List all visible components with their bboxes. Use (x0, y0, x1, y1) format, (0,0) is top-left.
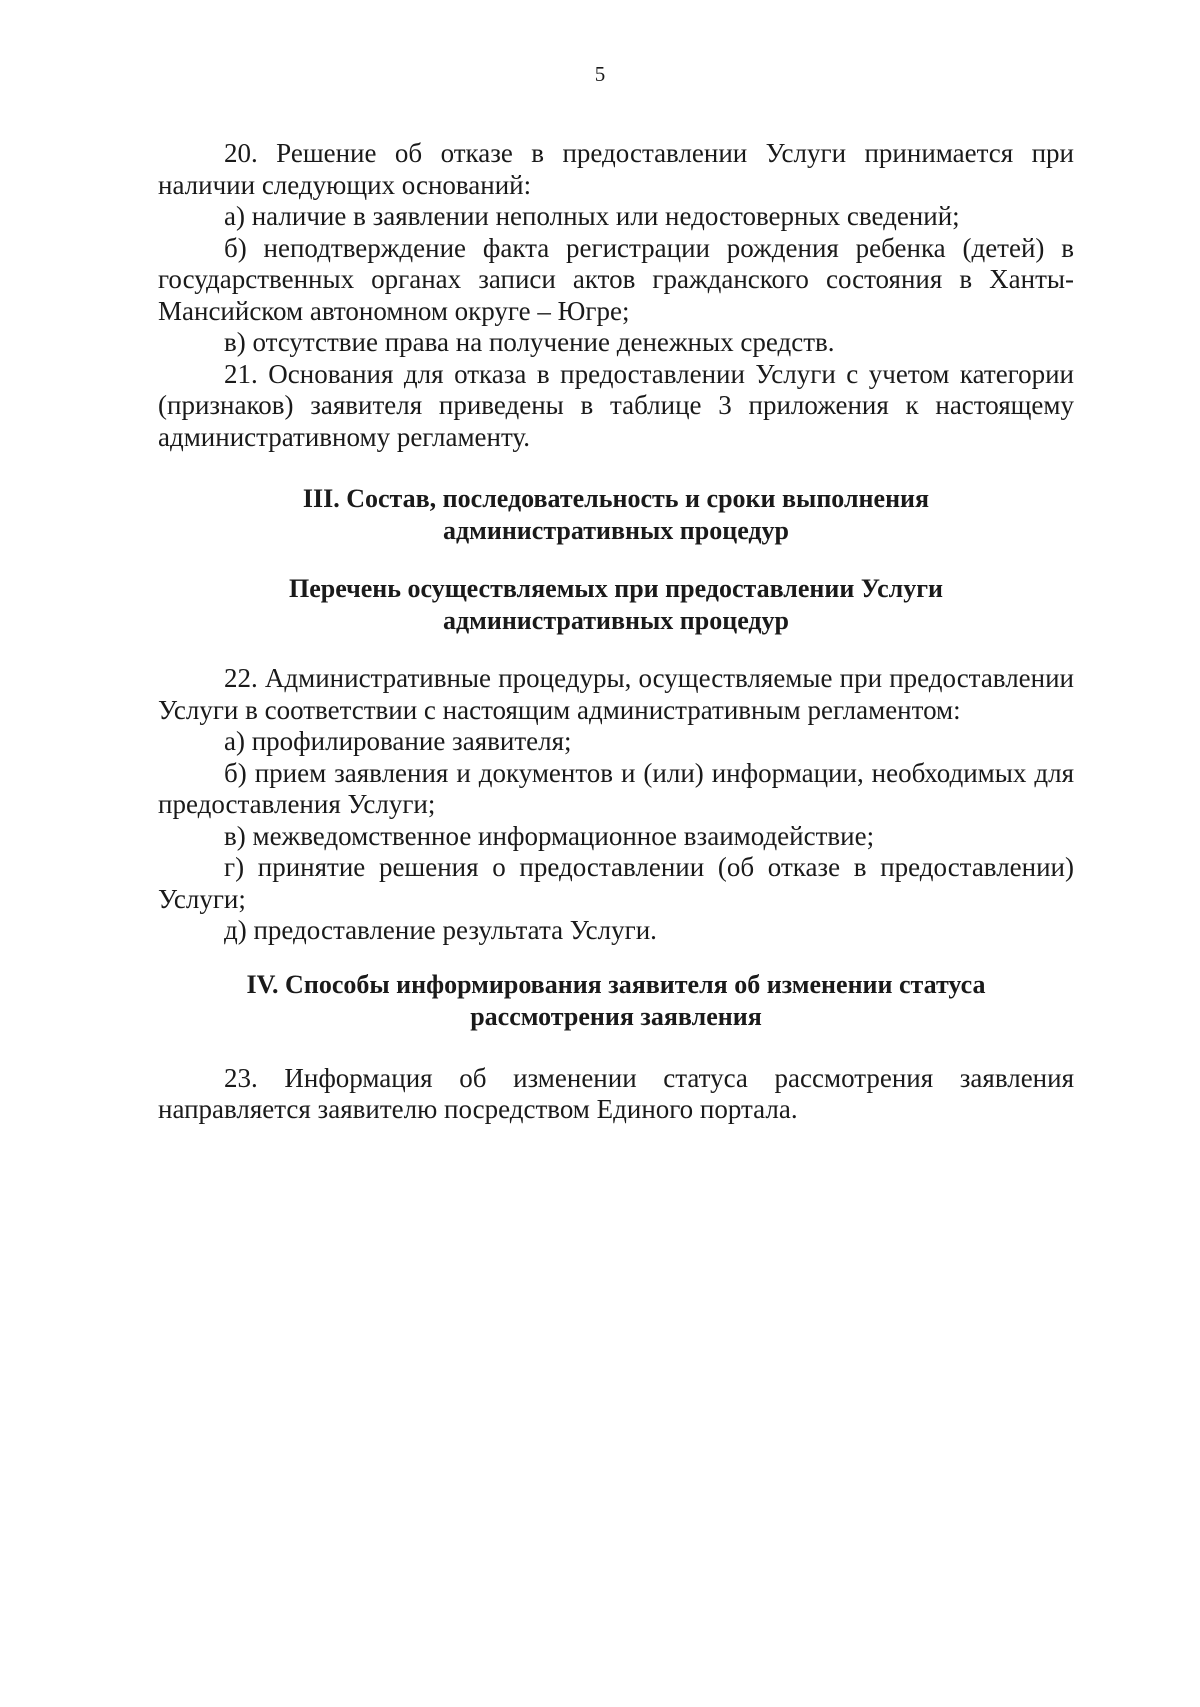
paragraph-23: 23. Информация об изменении статуса рассмотрения заявления направляется заявителю посредством Единого портала. (158, 1062, 1074, 1124)
paragraph-22-b: б) прием заявления и документов и (или) информации, необходимых для предоставления Услуги; (158, 757, 1074, 819)
paragraph-22-c: в) межведомственное информационное взаимодействие; (224, 820, 875, 851)
document-body (158, 138, 1074, 1126)
paragraph-22-e: д) предоставление результата Услуги. (224, 915, 657, 945)
paragraph-22-a: а) профилирование заявителя; (224, 726, 572, 756)
paragraph-20-a: а) наличие в заявлении неполных или недостоверных сведений; (224, 201, 960, 231)
section-iii-heading-line-1: III. Состав, последовательность и сроки выполнения (302, 484, 930, 513)
paragraph-20-c: в) отсутствие права на получение денежных средств. (224, 327, 835, 357)
section-iv-heading-line-2: рассмотрения заявления (470, 1001, 762, 1031)
section-iii-subheading-line-1: Перечень осуществляемых при предоставлении Услуги (288, 574, 944, 603)
paragraph-22: 22. Административные процедуры, осуществляемые при предоставлении Услуги в соответствии с настоящим административным регламентом: (158, 663, 1074, 725)
paragraph-22-d: г) принятие решения о предоставлении (об отказе в предоставлении) Услуги; (158, 852, 1074, 914)
paragraph-20-b: б) неподтверждение факта регистрации рождения ребенка (детей) в государственных органах записи актов гражданского состояния в Ханты-Мансийском автономном округе – Югре; (158, 232, 1074, 326)
paragraph-20: 20. Решение об отказе в предоставлении Услуги принимается при наличии следующих оснований: (158, 138, 1074, 200)
section-iii-subheading-line-2: административных процедур (442, 606, 790, 635)
section-iii-heading-line-2: административных процедур (442, 516, 790, 545)
section-iv-heading-line-1: IV. Способы информирования заявителя об изменении статуса (246, 969, 986, 999)
paragraph-21: 21. Основания для отказа в предоставлении Услуги с учетом категории (признаков) заявителя приведены в таблице 3 приложения к настоящему административному регламенту. (158, 358, 1074, 452)
page-number: 5 (594, 62, 606, 86)
